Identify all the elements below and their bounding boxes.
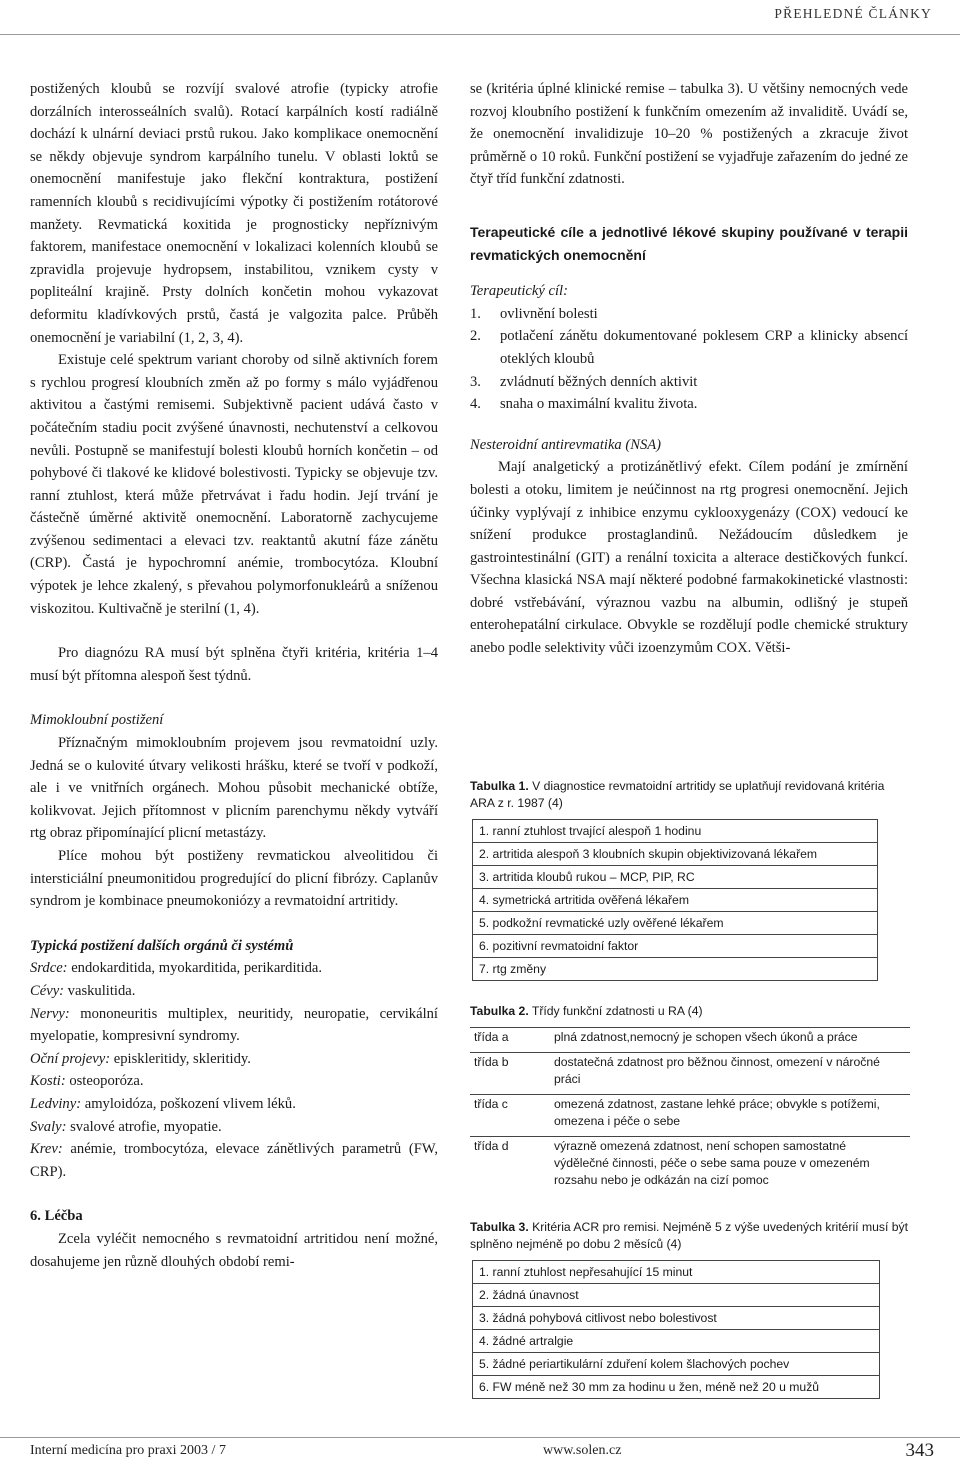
organ-list bbox=[30, 957, 438, 1183]
left-paragraph-2: Existuje celé spektrum variant choroby od silně aktivních forem s rychlou progresí kloubních změn až po formy s málo vyjádřenou aktivitou a častými remisemi. Subjektivně pacient udává často v počátečním stadiu pocit zvýšené únavnosti, nechutenství a celkovou nevůli. Postupně se manifestují bolesti kloubů horních končetin – od pohybové či tlakové ke klidové bolestivosti. Typicky se objevuje tzv. ranní ztuhlost, která může přetrvávat i řadu hodin. Její trvání je částečně úměrné aktivitě onemocnění. Laboratorně zachycujeme zvýšenou sedimentaci a elevaci tzv. reaktantů akutní fáze zánětu (CRP). Častá je hypochromní anémie, trombocytóza. Kloubní výpotek je lehce zkalený, s převahou polymorfonukleárů a sníženou viskozitou. Kultivačně je sterilní (1, 4). bbox=[30, 352, 438, 617]
organ-item: Cévy: vaskulitida. bbox=[30, 982, 136, 999]
table1-row: 1. ranní ztuhlost trvající alespoň 1 hodinu bbox=[473, 820, 878, 843]
table1-row: 3. artritida kloubů rukou – MCP, PIP, RC bbox=[473, 866, 878, 889]
right-paragraph-nsa: Mají analgetický a protizánětlivý efekt. Cílem podání je zmírnění bolesti a otoku, limitem je neúčinnost na rtg progresi onemocnění. Jejich účinky vyplývají z inhibice enzymu cyklooxygenázy (COX) vedoucí ke snížení produkce prostaglandinů. Nežádoucím důsledkem je gastrointestinální (GIT) a renální toxicita a alterace destičkových funkcí. Všechna klasická NSA mají některé podobné farmakokinetické vlastnosti: dobré vstřebávání, výraznou vazbu na albumin, odlišný je stupeň enterohepatální cirkulace. Obvykle se rozdělují podle chemické struktury anebo podle selektivity vůči izoenzymům COX. Větši- bbox=[470, 459, 908, 657]
table3 bbox=[472, 1260, 880, 1399]
goal-item: 2. potlačení zánětu dokumentované poklesem CRP a klinicky absencí oteklých kloubů bbox=[470, 328, 908, 367]
table2-caption: Tabulka 2. Třídy funkční zdatnosti u RA (4) bbox=[470, 1004, 703, 1018]
organ-item: Nervy: mononeuritis multiplex, neuritidy, neuropatie, cervikální myelopatie, kompresivní syndromy. bbox=[30, 1005, 438, 1045]
organ-item: Oční projevy: episkleritidy, skleritidy. bbox=[30, 1050, 251, 1067]
left-paragraph-1: postižených kloubů se rozvíjí svalové atrofie (typicky atrofie dorzálních interosseálních svalů). Rotací karpálních kostí radiálně dochází k ulnární deviaci prstů rukou. Jako komplikace onemocnění se někdy objevuje syndrom karpálního tunelu. V oblasti loktů se onemocnění manifestuje jako flekční kontraktura, postižení ramenních kloubů s recidivujícími výpotky či postižením rotátorové manžety. Revmatická koxitida je prognosticky nepříznivým faktorem, manifestace onemocnění v lokalizaci kolenních kloubů se zpravidla projevuje hydropsem, instabilitou, vznikem cysty v popliteální krajině. Prsty dolních končetin mohou vykazovat deformitu kladívkových prstů, častá je valgozita palce. Průběh onemocnění je variabilní (1, 2, 3, 4). bbox=[30, 81, 438, 346]
organ-item: Srdce: endokarditida, myokarditida, perikarditida. bbox=[30, 960, 323, 977]
table1-row: 4. symetrická artritida ověřená lékařem bbox=[473, 889, 878, 912]
organ-item: Svaly: svalové atrofie, myopatie. bbox=[30, 1118, 222, 1135]
page-number: 343 bbox=[905, 1440, 934, 1461]
left-paragraph-4: Příznačným mimokloubním projevem jsou revmatoidní uzly. Jedná se o kulovité útvary velikosti hrášku, které se tvoří v podkoží, ale i ve vnitřních orgánech. Mohou působit mechanické obtíže, kolikvovat. Jejich přítomnost v plicním parenchymu někdy vytváří rtg obraz připomínající plicní metastázy. bbox=[30, 735, 438, 842]
table2-row: třída b dostatečná zdatnost pro běžnou činnost, omezení v náročné práci bbox=[470, 1053, 910, 1095]
right-paragraph-1: se (kritéria úplné klinické remise – tabulka 3). U většiny nemocných vede rozvoj kloubního postižení k funkčním omezením až invaliditě. Uvádí se, že onemocnění invalidizuje 10–20 % postižených a zkracuje život průměrně o 10 roků. Funkční postižení se vyjadřuje zařazením do jedné ze čtyř tříd funkční zdatnosti. bbox=[470, 81, 908, 188]
table1-row: 7. rtg změny bbox=[473, 958, 878, 981]
table1 bbox=[472, 819, 878, 981]
left-column bbox=[30, 78, 438, 1273]
footer-rule bbox=[0, 1437, 960, 1438]
footer-journal: Interní medicína pro praxi 2003 / 7 bbox=[30, 1443, 226, 1458]
goal-item: 1. ovlivnění bolesti bbox=[470, 305, 598, 322]
table3-row: 2. žádná únavnost bbox=[473, 1284, 880, 1307]
table1-row: 5. podkožní revmatické uzly ověřené lékařem bbox=[473, 912, 878, 935]
heading-organs: Typická postižení dalších orgánů či systémů bbox=[30, 937, 294, 954]
organ-item: Kosti: osteoporóza. bbox=[30, 1073, 144, 1090]
goal-item: 3. zvládnutí běžných denních aktivit bbox=[470, 373, 698, 390]
table2 bbox=[470, 1027, 910, 1195]
table3-row: 5. žádné periartikulární zduření kolem šlachových pochev bbox=[473, 1353, 880, 1376]
footer-website: www.solen.cz bbox=[543, 1443, 622, 1458]
running-head: PŘEHLEDNÉ ČLÁNKY bbox=[774, 6, 932, 21]
left-paragraph-6: Zcela vyléčit nemocného s revmatoidní artritidou není možné, dosahujeme jen různě dlouhých období remi- bbox=[30, 1230, 438, 1270]
right-column bbox=[470, 78, 908, 660]
left-paragraph-3: Pro diagnózu RA musí být splněna čtyři kritéria, kritéria 1–4 musí být přítomna alespoň šest týdnů. bbox=[30, 645, 438, 684]
table3-row: 1. ranní ztuhlost nepřesahující 15 minut bbox=[473, 1261, 880, 1284]
heading-target: Terapeutický cíl: bbox=[470, 283, 568, 300]
table3-row: 3. žádná pohybová citlivost nebo bolestivost bbox=[473, 1307, 880, 1330]
table3-row: 6. FW méně než 30 mm za hodinu u žen, méně než 20 u mužů bbox=[473, 1376, 880, 1399]
header-rule bbox=[0, 34, 960, 35]
table1-caption: Tabulka 1. V diagnostice revmatoidní artritidy se uplatňují revidovaná kritéria ARA z r. 1987 (4) bbox=[470, 779, 885, 810]
left-paragraph-5: Plíce mohou být postiženy revmatickou alveolitidou či intersticiální pneumonitidou progredující do plicní fibrózy. Caplanův syndrom je kombinace pneumokoniózy a revmatoidní artritidy. bbox=[30, 848, 438, 910]
goal-item: 4. snaha o maximální kvalitu života. bbox=[470, 396, 698, 413]
organ-item: Krev: anémie, trombocytóza, elevace zánětlivých parametrů (FW, CRP). bbox=[30, 1141, 438, 1180]
heading-nsa: Nesteroidní antirevmatika (NSA) bbox=[470, 436, 662, 453]
table2-row: třída c omezená zdatnost, zastane lehké práce; obvykle s potížemi, omezena i péče o sebe bbox=[470, 1095, 910, 1137]
goal-list bbox=[470, 303, 908, 416]
table2-row: třída a plná zdatnost,nemocný je schopen všech úkonů a práce bbox=[470, 1028, 910, 1053]
organ-item: Ledviny: amyloidóza, poškození vlivem léků. bbox=[30, 1095, 296, 1112]
table1-row: 6. pozitivní revmatoidní faktor bbox=[473, 935, 878, 958]
tables-area bbox=[470, 778, 910, 1399]
heading-treatment: 6. Léčba bbox=[30, 1208, 83, 1225]
table3-row: 4. žádné artralgie bbox=[473, 1330, 880, 1353]
table2-row: třída d výrazně omezená zdatnost, není schopen samostatné výdělečné činnosti, péče o sebe sama pouze v omezeném rozsahu nebo je odkázán na cizí pomoc bbox=[470, 1137, 910, 1196]
table1-row: 2. artritida alespoň 3 kloubních skupin objektivizovaná lékařem bbox=[473, 843, 878, 866]
heading-extraarticular: Mimokloubní postižení bbox=[30, 712, 164, 729]
table3-caption: Tabulka 3. Kritéria ACR pro remisi. Nejméně 5 z výše uvedených kritérií musí být splněno nejméně po dobu 2 měsíců (4) bbox=[470, 1220, 908, 1251]
heading-therapeutic-goals: Terapeutické cíle a jednotlivé lékové skupiny používané v terapii revmatických onemocnění bbox=[470, 223, 908, 263]
